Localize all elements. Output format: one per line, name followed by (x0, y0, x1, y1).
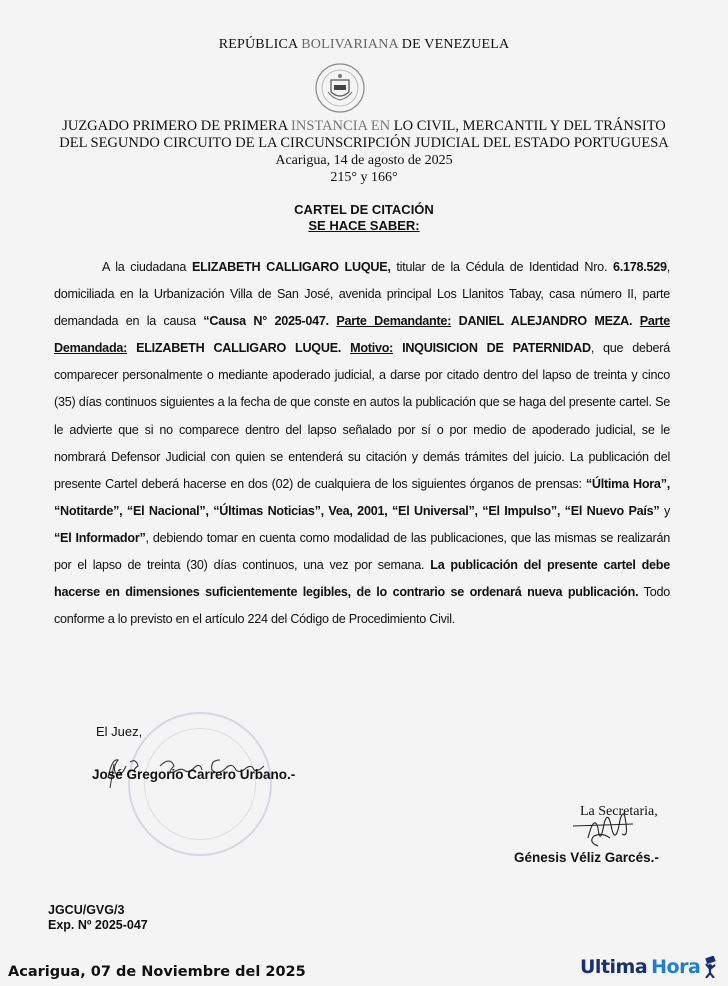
republic-heading (0, 37, 728, 53)
body-text: Todo conforme a lo previsto en el artículo 224 del Código de Procedimiento Civil. (54, 585, 670, 627)
logo-word-hora: Hora (651, 956, 701, 978)
republic-text-3: DE VENEZUELA (398, 37, 510, 52)
court-text-1: JUZGADO PRIMERO DE PRIMERA (62, 118, 292, 134)
title-main: CARTEL DE CITACIÓN (294, 202, 434, 217)
id-number: 6.178.529 (612, 260, 667, 274)
republic-text-1: REPÚBLICA (218, 37, 302, 52)
motive-label: Motivo: (350, 341, 394, 356)
document-title (0, 202, 728, 234)
judge-name: José Gregorio Carrero Urbano.- (92, 767, 296, 782)
legibility-notice: La publicación del presente cartel debe hacerse en dimensiones suficientemente legibles, de lo contrario se ordenará nueva publicación. (54, 558, 670, 600)
logo-word-ultima: Ultima (580, 956, 648, 978)
years-indicator: 215° y 166° (330, 170, 398, 185)
plaintiff-label: Parte Demandante: (336, 314, 452, 329)
body-text: A la ciudadana (102, 260, 192, 274)
body-paragraph (54, 254, 670, 633)
issue-date: Acarigua, 14 de agosto de 2025 (275, 153, 453, 168)
newspaper-carrier-icon (701, 956, 719, 978)
defendant-label: Parte Demandada: (54, 314, 670, 356)
republic-text-2: BOLIVARIANA (301, 37, 399, 52)
expediente-number: Exp. Nº 2025-047 (48, 918, 148, 932)
secretary-signature-icon (568, 808, 648, 853)
citation-body (54, 254, 670, 633)
defendant-name: ELIZABETH CALLIGARO LUQUE, (191, 260, 391, 274)
secretary-label: La Secretaria, (580, 804, 658, 819)
body-text: y (659, 503, 671, 518)
case-number: “Causa N° 2025-047. (203, 314, 337, 329)
body-text: , que deberá comparecer personalmente o mediante apoderado judicial, a darse por citado dentro del lapso de treinta y cinco (35) días continuos siguientes a la fecha de que conste en autos la publicación que se haga del presente cartel. Se le advierte que si no comparece dentro del lapso señalado por sí o por medio de apoderado judicial, se le nombrará Defensor Judicial con quien se entenderá su citación y demás trámites del juicio. La publicación del presente Cartel deberá hacerse en dos (02) de cualquiera de los siguientes órganos de prensas: (54, 341, 670, 491)
court-text-3: LO CIVIL, MERCANTIL Y DEL TRÁNSITO (390, 118, 666, 134)
motive-value: INQUISICION DE PATERNIDAD (393, 341, 591, 356)
plaintiff-name: DANIEL ALEJANDRO MEZA. (451, 314, 640, 329)
newspaper-informador: “El Informador” (54, 530, 146, 545)
initials-reference: JGCU/GVG/3 (48, 903, 125, 917)
defendant-name-2: ELIZABETH CALLIGARO LUQUE. (127, 341, 351, 356)
body-text: , debiendo tomar en cuenta como modalidad de las publicaciones, que las mismas se realizarán por el lapso de treinta (30) días continuos, una vez por semana. (54, 530, 670, 573)
court-text-2: INSTANCIA EN (291, 118, 391, 134)
title-sub: SE HACE SABER: (308, 218, 420, 233)
body-text: , domiciliada en la Urbanización Villa de San José, avenida principal Los Llanitos Tabay, casa número II, parte demandada en la causa (54, 260, 670, 329)
court-line-1 (0, 118, 728, 135)
judge-label: El Juez, (96, 724, 143, 739)
publication-date: Acarigua, 07 de Noviembre del 2025 (8, 964, 306, 980)
body-text: titular de la Cédula de Identidad Nro. (390, 260, 613, 274)
court-line-2: DEL SEGUNDO CIRCUITO DE LA CIRCUNSCRIPCIÓN JUDICIAL DEL ESTADO PORTUGUESA (59, 135, 669, 151)
document-references (48, 903, 148, 933)
court-heading (0, 118, 728, 186)
ultima-hora-logo (580, 956, 719, 978)
secretary-name: Génesis Véliz Garcés.- (514, 850, 659, 865)
newspaper-list: “Última Hora”, “Notitarde”, “El Nacional”, “Últimas Noticias”, Vea, 2001, “El Universal”, “El Impulso”, “El Nuevo País” (54, 476, 670, 518)
coat-of-arms-seal-icon (314, 62, 366, 114)
